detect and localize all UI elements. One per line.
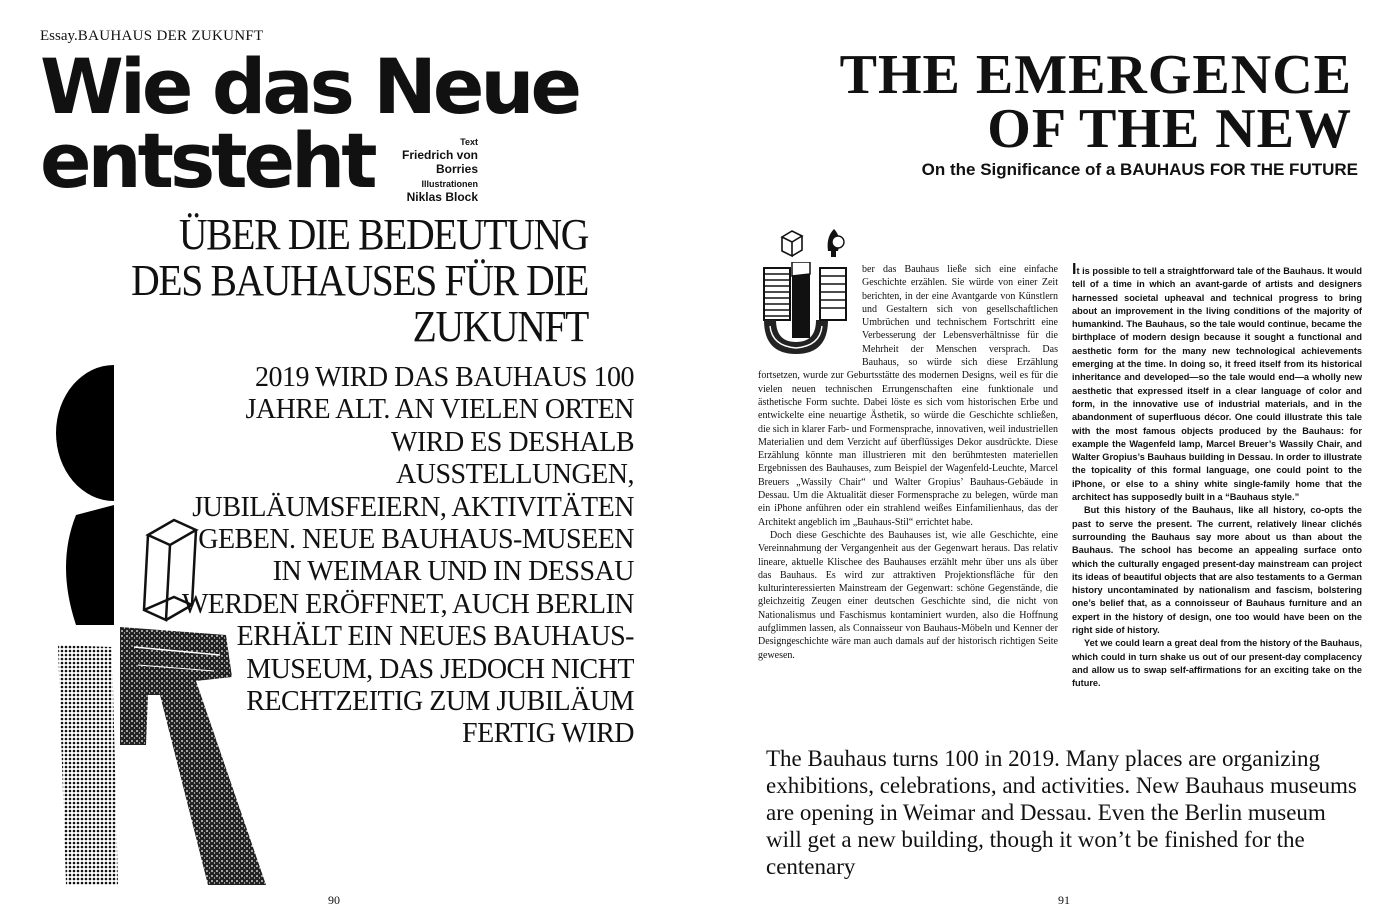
folio-right: 91 [1058, 893, 1070, 907]
body-en-paragraph-2: But this history of the Bauhaus, like all history, co-opts the past to serve the present. The current, relatively linear clichés surrounding the Bauhaus say more about us than about the Bauhaus. The school has become an appealing surface onto which the culturally engaged present-day mainstream can project its ideas of beautiful objects that are also testaments to a German history uncontaminated by nationalism and fascism, bolstering one’s belief that, as a connoisseur of Bauhaus furniture and an expert in the history of design, one too would have been on the right side of history. [1072, 505, 1362, 636]
credits [372, 137, 478, 204]
title-line-2: entsteht [40, 116, 374, 205]
bauhaus-letter-i-illustration [56, 365, 266, 885]
illustrator-name: Niklas Block [406, 190, 478, 204]
lead-de: 2019 WIRD DAS BAUHAUS 100 JAHRE ALT. AN VIELEN ORTEN WIRD ES DESHALB AUSSTELLUNGEN, JUBILÄUMSFEIERN, AKTIVITÄTEN GEBEN. NEUE BAUHAUS-MUSEEN IN WEIMAR UND IN DESSAU WERDEN ERÖFFNET, AUCH BERLIN ERHÄLT EIN NEUES BAUHAUS-MUSEUM, DAS JEDOCH NICHT RECHTZEITIG ZUM JUBILÄUM FERTIG WIRD [181, 362, 634, 750]
body-de-paragraph-1: ber das Bauhaus ließe sich eine einfache Geschichte erzählen. Sie würde von einer Zeit berichten, in der eine Avantgarde von Künstlern und Gestaltern sich von gesellschaftlichen Umbrüchen und technischem Fortschritt eine Verbesserung der Lebensverhältnisse für die Mehrheit der Menschen versprach. Das Bauhaus, so würde sich diese Erzählung fortsetzen, wurde zur Geburtsstätte des modernen Designs, weil es für die vielen neuen technischen Errungenschaften eine funktionale und ästhetische Form suchte. Dabei löste es sich vom historischen Erbe und entwickelte eine neuartige Ästhetik, so würde die Geschichte schließen, die sich in klarer Farb- und Formensprache, innovativen, weil industriellen Materialien und dem Verzicht auf überflüssiges Dekor ausdrückte. Diese Erzählung könnte man illustrieren mit den berühmtesten materiellen Ergebnissen des Bauhauses, zum Beispiel der Wagenfeld-Leuchte, Marcel Breuers „Wassily Chair“ und Walter Gropius’ Bauhaus-Gebäude in Dessau. Um die Aktualität dieser Formensprache zu belegen, würde man ein iPhone anführen oder ein strahlend weißes Einfamilienhaus, das der Architekt angeblich im „Bauhaus-Stil“ errichtet habe. [758, 264, 1058, 528]
body-en-paragraph-3: Yet we could learn a great deal from the history of the Bauhaus, which could in turn shake us out of our present-day complacency and allow us to swap self-affirmations for an exciting take on the future. [1072, 638, 1362, 689]
folio-left: 90 [328, 893, 340, 907]
kicker-section: BAUHAUS DER ZUKUNFT [77, 28, 264, 44]
subtitle-de: ÜBER DIE BEDEUTUNG DES BAUHAUSES FÜR DIE ZUKUNFT [131, 210, 588, 351]
illustrations-label: Illustrationen [421, 179, 478, 189]
author-name: Friedrich von Borries [401, 148, 478, 176]
lead-en: The Bauhaus turns 100 in 2019. Many places are organizing exhibitions, celebrations, and activities. New Bauhaus museums are opening in Weimar and Dessau. Even the Berlin museum will get a new building, though it won’t be finished for the centenary [766, 746, 1357, 879]
body-column-en [1072, 263, 1362, 691]
dropcap-space [758, 263, 862, 358]
title-en-line-1: THE EMERGENCE [839, 44, 1352, 106]
body-column-de [758, 263, 1058, 662]
cube-icon [782, 231, 802, 256]
page-title-en [792, 44, 1352, 160]
subtitle-en: On the Significance of a BAUHAUS FOR THE FUTURE [921, 160, 1358, 179]
body-en-initial: I [1072, 261, 1077, 278]
body-de-paragraph-2: Doch diese Geschichte des Bauhauses ist, wie alle Geschichte, eine Vereinnahmung der Vergangenheit aus der Gegenwart heraus. Das relativ lineare, aktuelle Klischee des Bauhauses erzählt mehr über uns als über das Bauhaus. Es wird zur attraktiven Projektionsfläche für den kulturinteressierten Mainstream der Gegenwart: schöne Gegenstände, die gleichzeitig Zeugen einer deutschen Geschichte sind, die nicht von Nationalismus und Faschismus kontaminiert wurden, also die Hoffnung aufglimmen lassen, als Connaisseur von Bauhaus-Möbeln und Kenner der Designgeschichte wäre man auch damals auf der historisch richtigen Seite gewesen. [758, 529, 1058, 661]
lamp-icon [828, 229, 844, 257]
title-line-1: Wie das Neue [40, 42, 579, 131]
title-en-line-2: OF THE NEW [987, 98, 1352, 160]
right-page [700, 0, 1400, 924]
small-icons [778, 225, 858, 261]
kicker-prefix: Essay. [40, 28, 78, 44]
page-title-de [40, 42, 579, 205]
text-label: Text [460, 137, 478, 147]
body-en-paragraph-1: t is possible to tell a straightforward tale of the Bauhaus. It would tell of a time in which an avant-garde of artists and designers harnessed societal upheaval and technical progress to bring about an improvement in the living conditions of the majority of humankind. The Bauhaus, so the tale would continue, became the birthplace of modern design because it sought a functional and aesthetic form for the many new technological achievements emerging at the time. In doing so, it freed itself from its historical inheritance and developed—so the tale would end—a wholly new aesthetic that expressed itself in a clear language of color and form, in the innovative use of industrial materials, and in the abandonment of superfluous décor. One could illustrate this tale with the most famous objects produced by the Bauhaus: for example the Wagenfeld lamp, Marcel Breuer’s Wassily Chair, and Walter Gropius’s Bauhaus building in Dessau. In order to illustrate the topicality of this formal language, one could point to the iPhone, or else to a shiny white single-family home that the architect has supposedly built in a “Bauhaus style.” [1072, 266, 1362, 503]
